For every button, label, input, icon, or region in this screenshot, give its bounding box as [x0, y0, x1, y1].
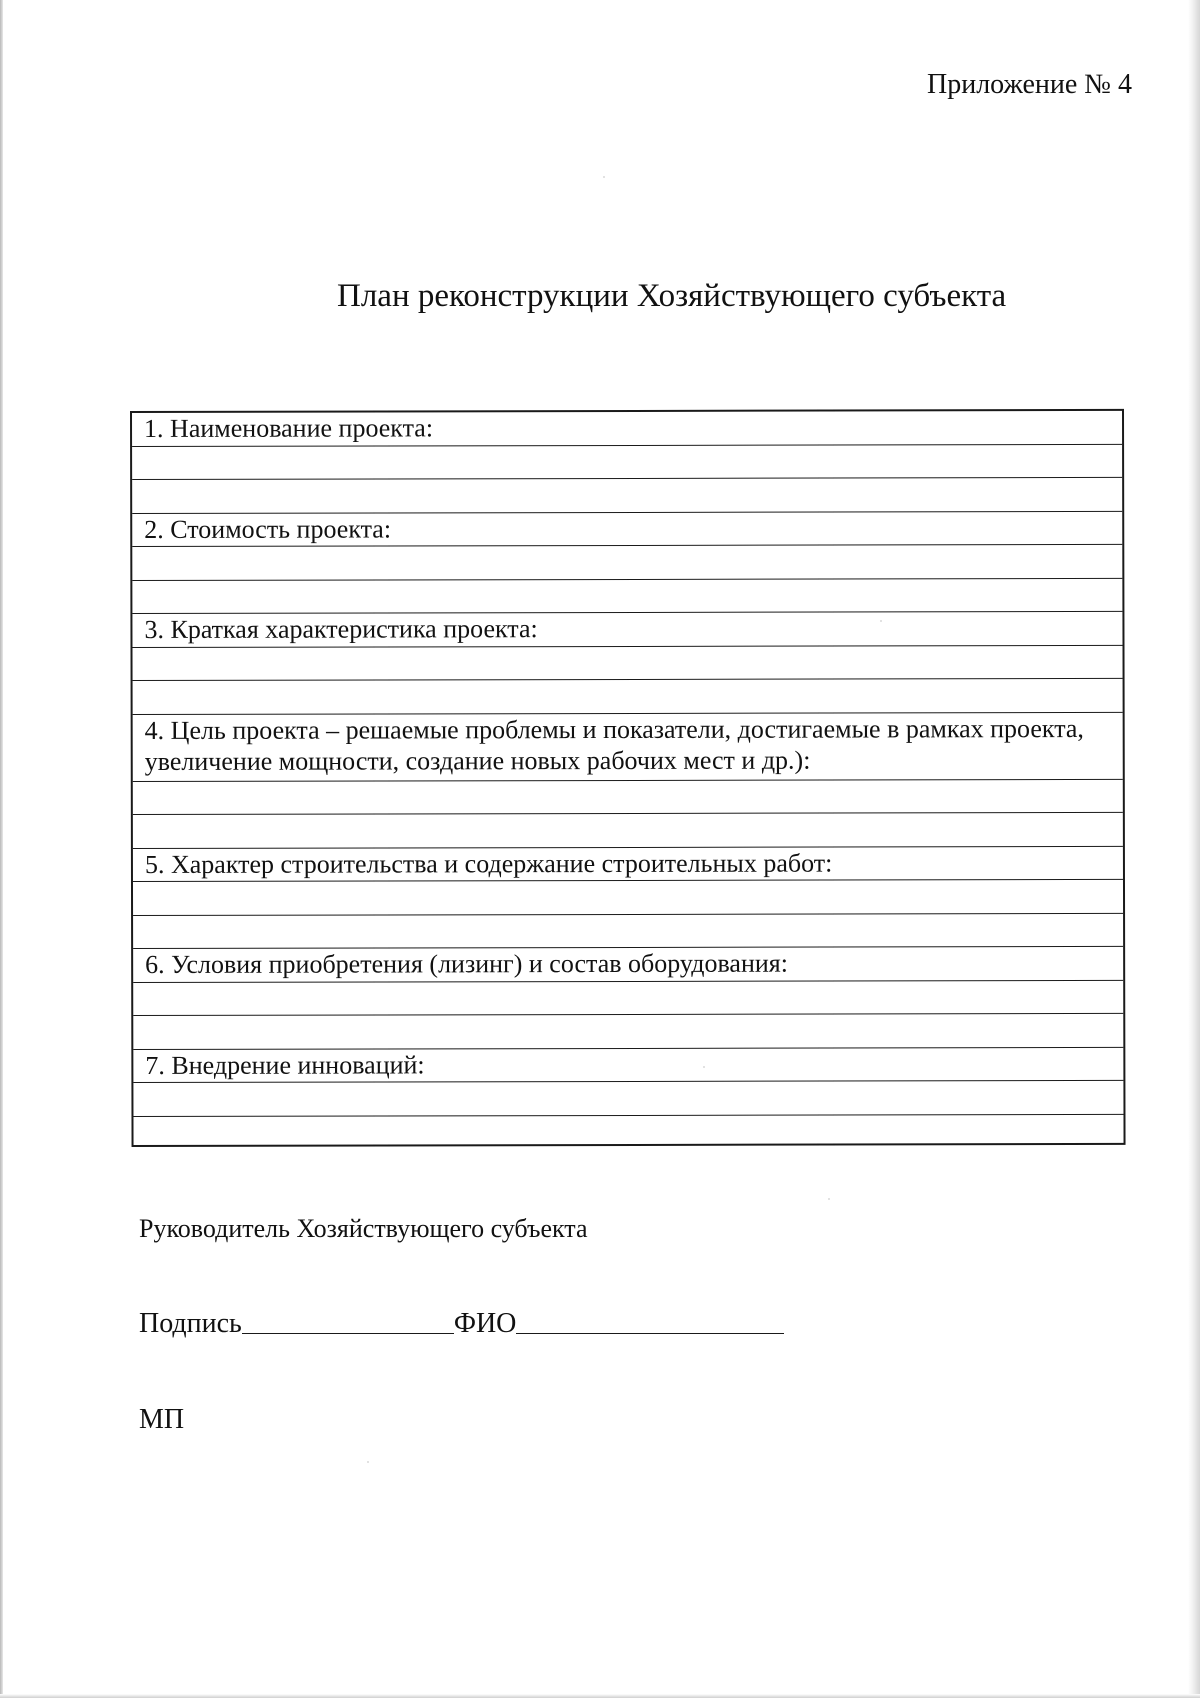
- signature-label: Подпись: [139, 1308, 242, 1339]
- section-label: 7. Внедрение инноваций:: [145, 1049, 425, 1080]
- signature-blank[interactable]: [242, 1332, 454, 1334]
- section-header-project-goal: [133, 712, 1123, 781]
- blank-entry-line[interactable]: [133, 1014, 1123, 1050]
- scan-speck: [367, 1461, 369, 1463]
- section-header-project-name: [132, 411, 1122, 447]
- scan-edge-right: [1188, 0, 1200, 1698]
- blank-entry-line[interactable]: [133, 880, 1123, 916]
- section-label: 2. Стоимость проекта:: [144, 513, 392, 544]
- section-header-equipment: [133, 947, 1123, 983]
- blank-entry-line[interactable]: [133, 980, 1123, 1016]
- blank-entry-line[interactable]: [132, 478, 1122, 514]
- project-plan-form: [130, 409, 1126, 1147]
- blank-entry-line[interactable]: [133, 813, 1123, 849]
- section-header-project-summary: [132, 612, 1122, 648]
- blank-entry-line[interactable]: [132, 578, 1122, 614]
- document-title: План реконструкции Хозяйствующего субъекта: [337, 278, 1007, 314]
- section-label: 3. Краткая характеристика проекта:: [144, 614, 538, 644]
- head-of-entity-label: Руководитель Хозяйствующего субъекта: [139, 1214, 588, 1243]
- section-header-innovations: [133, 1047, 1123, 1083]
- full-name-blank[interactable]: [516, 1332, 784, 1334]
- seal-placeholder: МП: [139, 1404, 185, 1435]
- appendix-number: Приложение № 4: [927, 69, 1132, 100]
- scan-edge-bottom: [0, 1694, 1200, 1698]
- section-label: 6. Условия приобретения (лизинг) и состав оборудования:: [145, 948, 789, 979]
- blank-entry-line[interactable]: [132, 545, 1122, 581]
- signature-row: [139, 1307, 784, 1341]
- blank-entry-line[interactable]: [133, 679, 1123, 715]
- blank-entry-line[interactable]: [132, 645, 1122, 681]
- blank-entry-line[interactable]: [133, 913, 1123, 949]
- blank-entry-line[interactable]: [132, 444, 1122, 480]
- full-name-label: ФИО: [453, 1308, 517, 1339]
- blank-entry-line[interactable]: [133, 1114, 1123, 1150]
- section-header-construction-works: [133, 846, 1123, 882]
- scan-speck: [603, 176, 605, 178]
- blank-entry-line[interactable]: [133, 1081, 1123, 1117]
- scan-edge-left: [0, 0, 3, 1698]
- section-header-project-cost: [132, 511, 1122, 547]
- scan-speck: [828, 1198, 830, 1200]
- section-label: 1. Наименование проекта:: [144, 413, 434, 443]
- section-label: 5. Характер строительства и содержание строительных работ:: [144, 848, 833, 879]
- section-label: 4. Цель проекта – решаемые проблемы и показатели, достигаемые в рамках проекта, увеличение мощности, создание новых рабочих мест и др.):: [144, 713, 1084, 776]
- blank-entry-line[interactable]: [133, 779, 1123, 815]
